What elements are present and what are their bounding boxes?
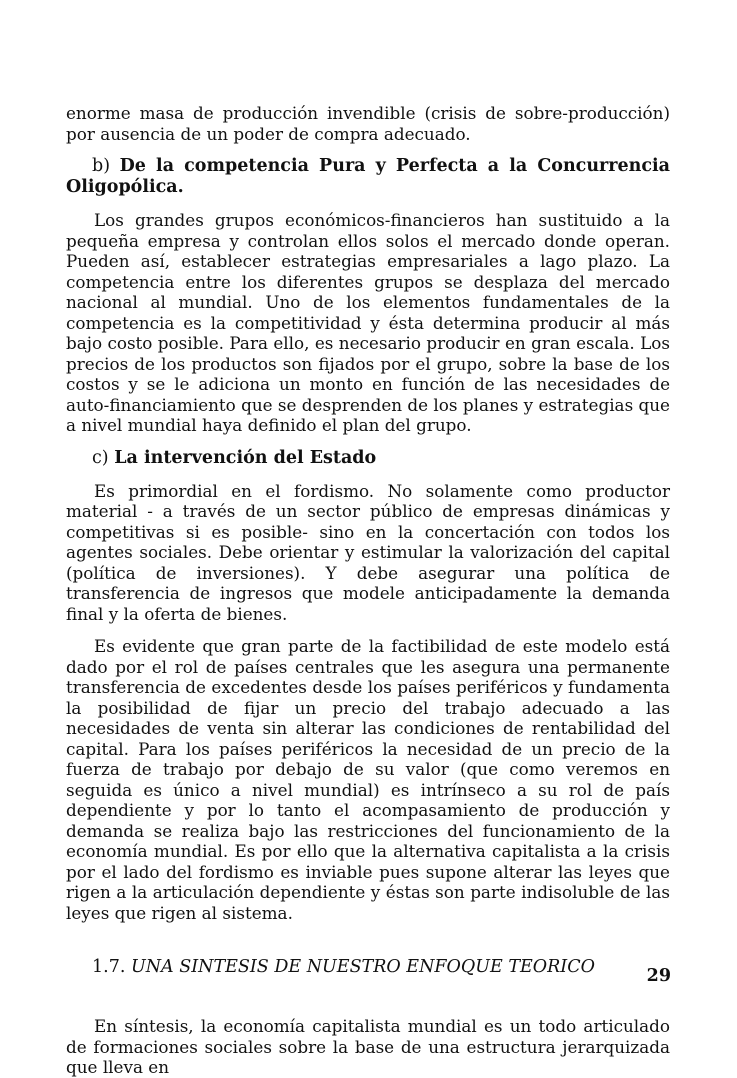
heading-c [66,448,670,469]
heading-c-text: La intervención del Estado [114,447,377,468]
paragraph-sintesis: En síntesis, la economía capitalista mundial es un todo articulado de formaciones sociales sobre la base de una estructura jerarquizada que lleva en [66,1016,670,1077]
section-title [66,957,670,978]
page-body [66,103,670,1078]
paragraph-estado: Es primordial en el fordismo. No solamente como productor material - a través de un sector público de empresas dinámicas y competitivas si es posible- sino en la concertación con todos los agentes sociales. Debe orientar y estimular la valorización del capital (política de inversiones). Y debe asegurar una política de transferencia de ingresos que modele anticipadamente la demanda final y la oferta de bienes. [66,480,670,624]
section-title-text: UNA SINTESIS DE NUESTRO ENFOQUE TEORICO [130,957,595,977]
paragraph-factibilidad: Es evidente que gran parte de la factibilidad de este modelo está dado por el rol de países centrales que les asegura una permanente transferencia de excedentes desde los países periféricos y fundamenta la posibilidad de fijar un precio del trabajo adecuado a las necesidades de venta sin alterar las condiciones de rentabilidad del capital. Para los países periféricos la necesidad de un precio de la fuerza de trabajo por debajo de su valor (que como veremos en seguida es único a nivel mundial) es intrínseco a su rol de país dependiente y por lo tanto el acompasamiento de producción y demanda se realiza bajo las restricciones del funcionamiento de la economía mundial. Es por ello que la alternativa capitalista a la crisis por el lado del fordismo es inviable pues supone alterar las leyes que rigen a la articulación dependiente y éstas son parte indisoluble de las leyes que rigen al sistema. [66,636,670,923]
heading-b-number: b) [92,156,111,176]
paragraph-intro: enorme masa de producción invendible (crisis de sobre-producción) por ausencia de un poder de compra adecuado. [66,103,670,144]
heading-c-number: c) [92,447,109,468]
heading-b-text: De la competencia Pura y Perfecta a la Concurrencia Oligopólica. [66,156,670,197]
section-number: 1.7. [92,957,126,977]
heading-b [66,156,670,198]
paragraph-competencia: Los grandes grupos económicos-financieros han sustituido a la pequeña empresa y controlan ellos solos el mercado donde operan. Pueden así, establecer estrategias empresariales a lago plazo. La competencia entre los diferentes grupos se desplaza del mercado nacional al mundial. Uno de los elementos fundamentales de la competencia es la competitividad y ésta determina producir al más bajo costo posible. Para ello, es necesario producir en gran escala. Los precios de los productos son fijados por el grupo, sobre la base de los costos y se le adiciona un monto en función de las necesidades de auto-financiamiento que se desprenden de los planes y estrategias que a nivel mundial haya definido el plan del grupo. [66,210,670,435]
page-number: 29 [646,966,671,986]
